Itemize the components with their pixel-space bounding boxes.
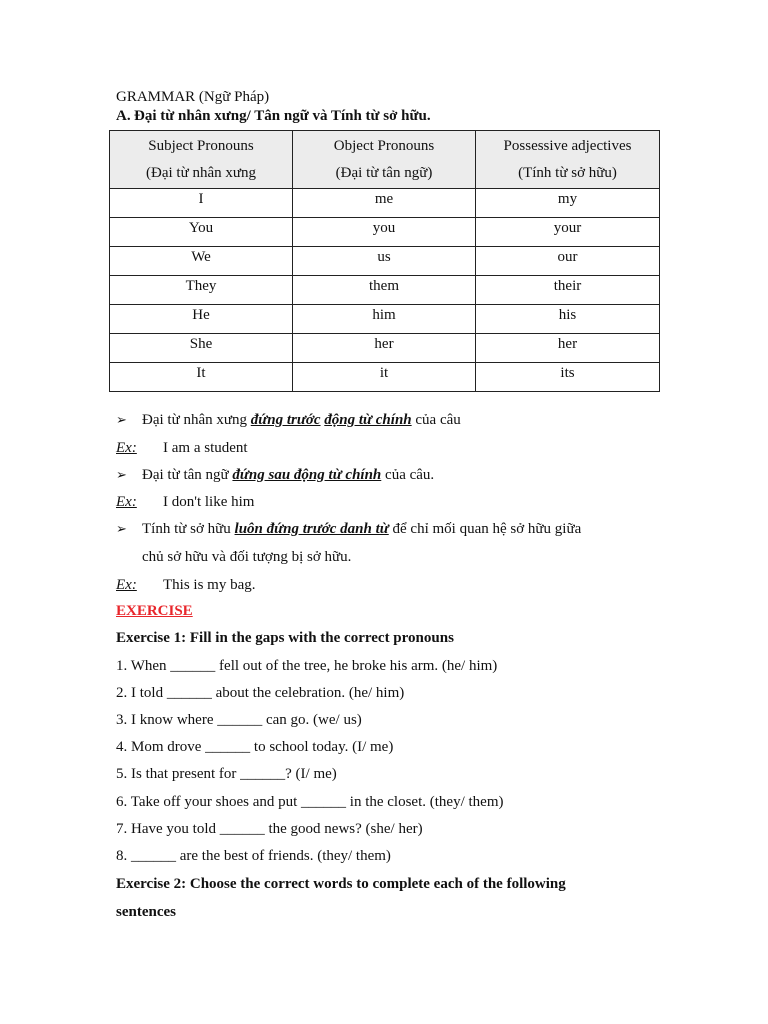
table-cell: you — [293, 218, 476, 247]
table-cell: She — [110, 334, 293, 363]
section-marker: A. — [116, 108, 131, 124]
example-line — [116, 493, 254, 511]
table-cell: me — [293, 189, 476, 218]
exercise1-title: Exercise 1: Fill in the gaps with the correct pronouns — [116, 630, 454, 646]
exercise-item: 7. Have you told ______ the good news? (she/ her) — [116, 821, 423, 837]
example-text: I am a student — [163, 440, 248, 456]
table-cell: We — [110, 247, 293, 276]
rule-possessive-adjective: ➢ Tính từ sở hữu luôn đứng trước danh từ để chỉ mối quan hệ sở hữu giữa — [116, 521, 582, 537]
table-cell: your — [476, 218, 660, 247]
table-cell: He — [110, 305, 293, 334]
header-object-pronouns: Object Pronouns (Đại từ tân ngữ) — [293, 131, 476, 189]
table-cell: its — [476, 363, 660, 392]
example-text: I don't like him — [163, 494, 255, 510]
rule-subject-pronoun: ➢ Đại từ nhân xưng đứng trước động từ chính của câu — [116, 412, 461, 428]
page-title: GRAMMAR (Ngữ Pháp) — [116, 89, 270, 105]
table-cell: it — [293, 363, 476, 392]
table-header-row — [110, 131, 660, 189]
header-possessive-adjectives: Possessive adjectives (Tính từ sở hữu) — [476, 131, 660, 189]
table-row — [110, 305, 660, 334]
table-row — [110, 218, 660, 247]
table-row — [110, 247, 660, 276]
table-cell: us — [293, 247, 476, 276]
example-line — [116, 576, 256, 594]
exercise-item: 6. Take off your shoes and put ______ in the closet. (they/ them) — [116, 794, 504, 810]
table-cell: my — [476, 189, 660, 218]
arrow-bullet-icon: ➢ — [116, 468, 127, 483]
table-cell: They — [110, 276, 293, 305]
table-cell: his — [476, 305, 660, 334]
example-text: This is my bag. — [163, 577, 256, 593]
example-label: Ex: — [116, 440, 137, 456]
exercise-item: 2. I told ______ about the celebration. (he/ him) — [116, 685, 405, 701]
exercise-item: 1. When ______ fell out of the tree, he broke his arm. (he/ him) — [116, 658, 498, 674]
arrow-bullet-icon: ➢ — [116, 522, 127, 537]
exercise-item: 5. Is that present for ______? (I/ me) — [116, 766, 337, 782]
header-subject-pronouns: Subject Pronouns (Đại từ nhân xưng — [110, 131, 293, 189]
rule-object-pronoun: ➢ Đại từ tân ngữ đứng sau động từ chính của câu. — [116, 467, 435, 483]
rule-continuation: chủ sở hữu và đối tượng bị sở hữu. — [142, 549, 352, 565]
table-cell: You — [110, 218, 293, 247]
table-cell: It — [110, 363, 293, 392]
example-line — [116, 439, 248, 457]
table-row — [110, 276, 660, 305]
exercise2-title: Exercise 2: Choose the correct words to complete each of the following — [116, 876, 566, 892]
table-cell: them — [293, 276, 476, 305]
section-a-text: Đại từ nhân xưng/ Tân ngữ và Tính từ sở hữu. — [134, 108, 431, 124]
table-cell: their — [476, 276, 660, 305]
exercise-item: 8. ______ are the best of friends. (they/ them) — [116, 848, 391, 864]
table-cell: our — [476, 247, 660, 276]
exercise-item: 3. I know where ______ can go. (we/ us) — [116, 712, 362, 728]
table-cell: her — [476, 334, 660, 363]
arrow-bullet-icon: ➢ — [116, 413, 127, 428]
table-row — [110, 189, 660, 218]
table-row — [110, 334, 660, 363]
exercise-item: 4. Mom drove ______ to school today. (I/ me) — [116, 739, 394, 755]
table-cell: I — [110, 189, 293, 218]
example-label: Ex: — [116, 494, 137, 510]
table-cell: her — [293, 334, 476, 363]
table-cell: him — [293, 305, 476, 334]
section-a-heading — [116, 107, 431, 125]
pronoun-table — [109, 130, 660, 392]
example-label: Ex: — [116, 577, 137, 593]
exercise-heading: EXERCISE — [116, 603, 193, 619]
exercise2-title-continuation: sentences — [116, 904, 176, 920]
table-row — [110, 363, 660, 392]
